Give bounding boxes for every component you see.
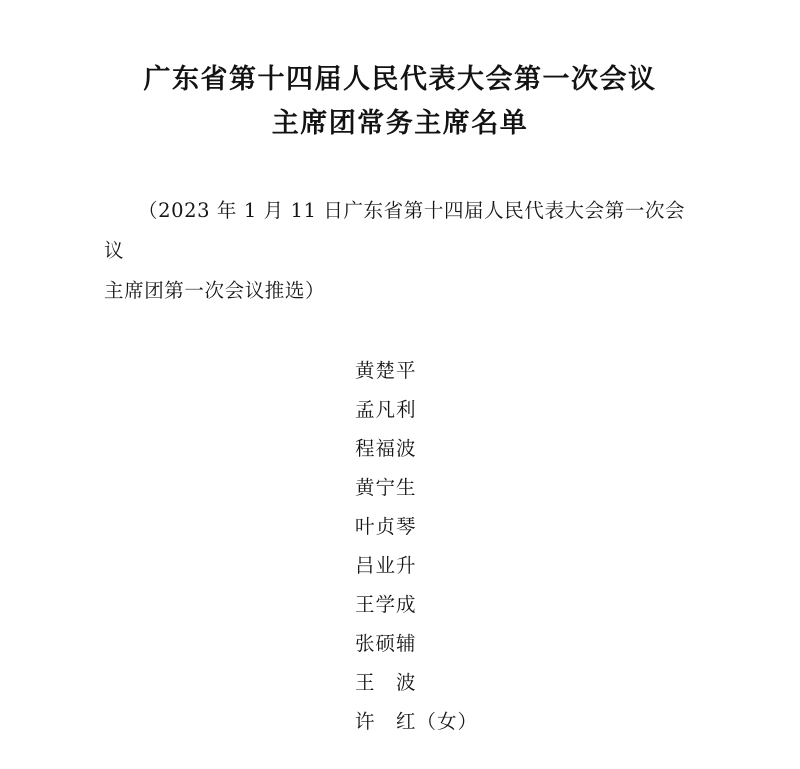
subtitle-line-2: 主席团第一次会议推选）	[104, 279, 326, 303]
list-item: 吕业升	[355, 554, 417, 578]
list-item: 程福波	[355, 437, 417, 461]
list-item: 黄楚平	[355, 359, 417, 383]
title-line-1: 广东省第十四届人民代表大会第一次会议	[143, 64, 657, 95]
subtitle-line-1: （2023 年 1 月 11 日广东省第十四届人民代表大会第一次会议	[104, 199, 686, 263]
document-subtitle	[0, 145, 800, 311]
title-line-2: 主席团常务主席名单	[271, 107, 529, 139]
list-item: 王学成	[355, 593, 417, 617]
list-item: 许 红（女）	[355, 710, 479, 734]
list-item: 黄宁生	[355, 476, 417, 500]
page-title	[0, 0, 800, 145]
list-item: 张硕辅	[355, 632, 417, 656]
list-item: 孟凡利	[355, 398, 417, 422]
list-item: 叶贞琴	[355, 515, 417, 539]
name-list	[0, 311, 800, 741]
list-item: 王 波	[355, 671, 417, 695]
